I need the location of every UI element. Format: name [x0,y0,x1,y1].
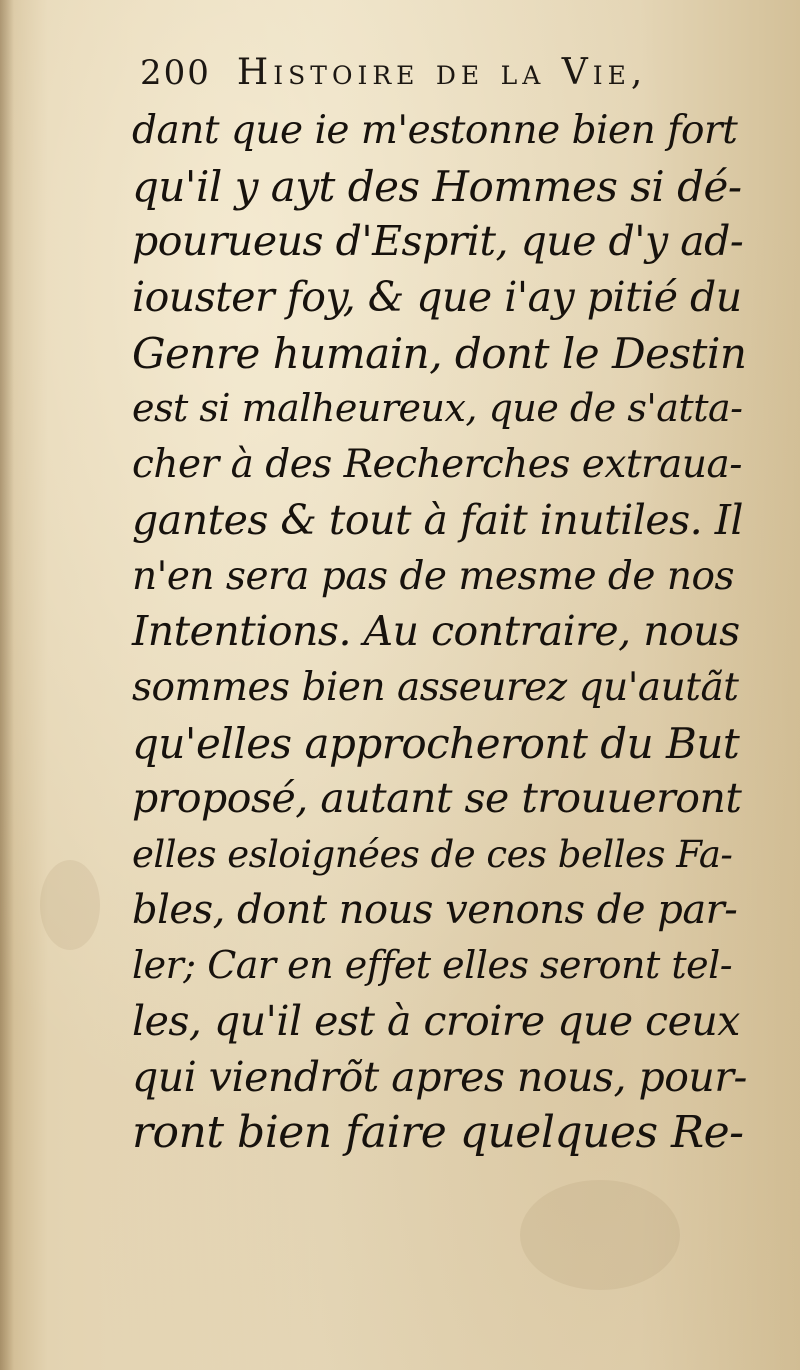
text-line: proposé, autant se trouueront [132,774,742,823]
text-line: dant que ie m'estonne bien fort [132,108,738,153]
text-line: est si malheureux, que de s'atta- [132,386,743,431]
text-line: qu'il y ayt des Hommes si dé- [132,161,742,211]
paper-stain [520,1180,680,1290]
text-line: pourueus d'Esprit, que d'y ad- [132,217,744,266]
text-line: Genre humain, dont le Destin [132,328,747,378]
page-number: 200 [140,53,211,93]
text-line: bles, dont nous venons de par- [132,886,738,933]
page-gutter-shadow [0,0,14,1370]
text-line: n'en sera pas de mesme de nos [132,553,734,599]
running-head [140,52,740,102]
paper-stain [40,860,100,950]
running-title: Histoire de la Vie, [236,52,648,93]
text-line: cher à des Recherches extraua- [132,442,742,488]
text-line: Intentions. Au contraire, nous [132,607,740,656]
text-line: ler; Car en effet elles seront tel- [132,943,733,988]
text-line: sommes bien asseurez qu'autãt [132,664,739,710]
text-line: ront bien faire quelques Re- [132,1107,744,1159]
text-line: elles esloignées de ces belles Fa- [132,832,733,876]
text-line: qu'elles approcheront du But [132,718,740,768]
text-line: iouster foy, & que i'ay pitié du [132,273,742,322]
body-text [132,103,747,1161]
text-line: gantes & tout à fait inutiles. Il [132,495,744,544]
text-line: les, qu'il est à croire que ceux [132,997,740,1045]
text-line: qui viendrõt apres nous, pour- [132,1052,747,1101]
